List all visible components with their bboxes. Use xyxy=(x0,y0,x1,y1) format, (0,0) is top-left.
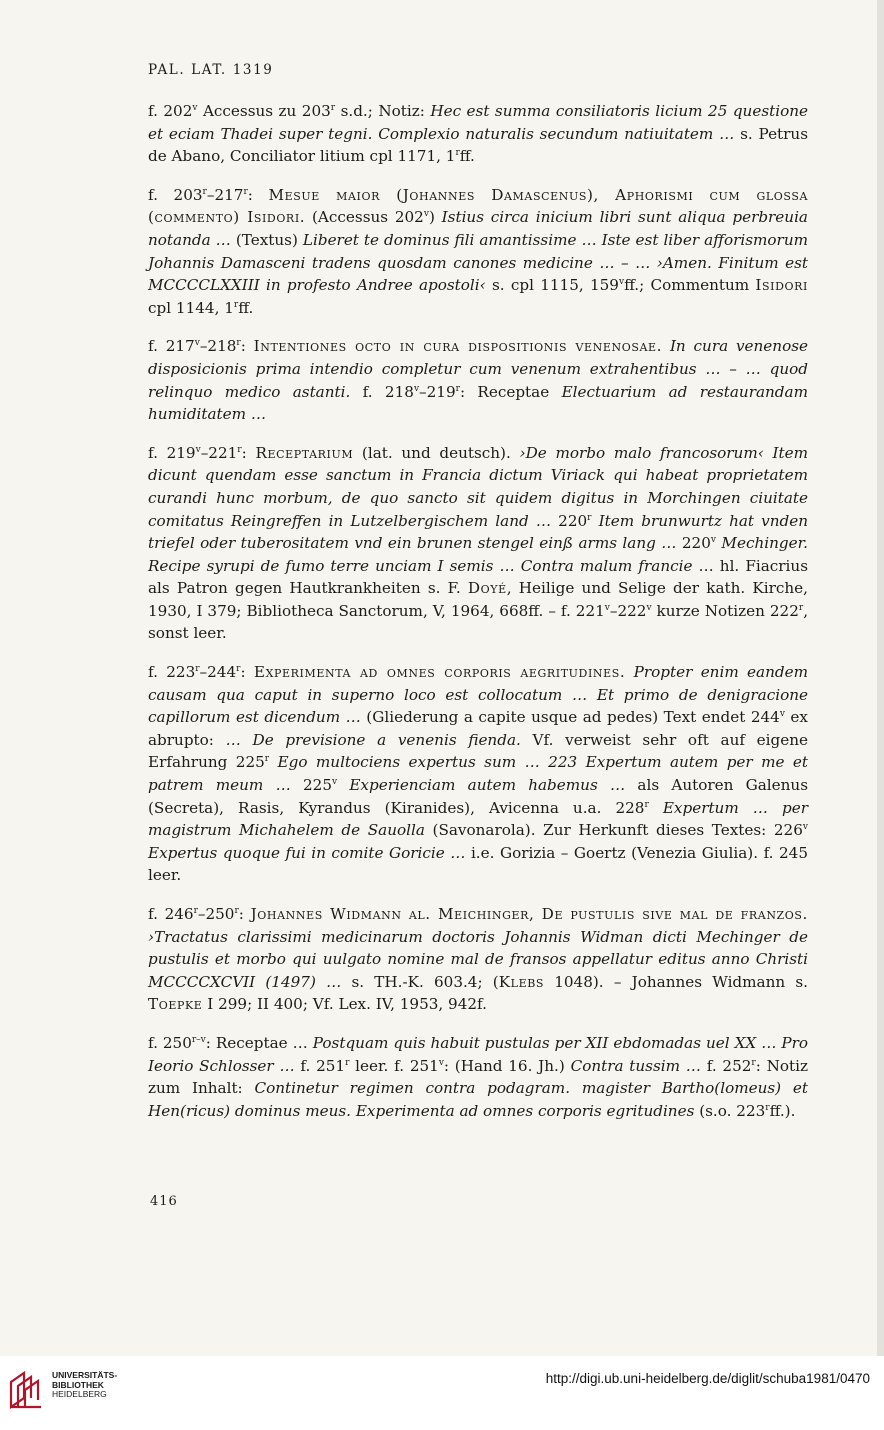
footer-bar xyxy=(0,1356,884,1430)
permalink-url[interactable]: http://digi.ub.uni-heidelberg.de/diglit/schuba1981/0470 xyxy=(545,1371,870,1386)
page-body xyxy=(148,62,808,1138)
library-logo-icon[interactable] xyxy=(8,1370,46,1414)
catalogue-entry: f. 250$^{r-v}$: Receptae … Postquam quis habuit pustulas per XII ebdomadas uel XX … Pro Ieorio Schlosser … f. 251$^r$ leer. f. 251$^v$: (Hand 16. Jh.) Contra tussim … f. 252$^r$: Notiz zum Inhalt: Continetur regimen contra podagram. magister Bartho(lomeus) et Hen(ricus) dominus meus. Experimenta ad omnes corporis egritudines (s.o. 223$^r$ff.). xyxy=(148,1033,808,1120)
catalogue-entry: f. 219$^v$–221$^r$: Receptarium (lat. und deutsch). ›De morbo malo francosorum‹ Item dicunt quendam esse sanctum in Francia dictum Viriack qui habeat proprietatem curandi hunc morbum, de quo sancto sit quidem digitus in Morchingen ciuitate comitatus Reingreffen in Lutzelbergischem land … 220$^r$ Item brunwurtz hat vnden triefel oder tuberositatem vnd ein brunen stengel einß arms lang … 220$^v$ Mechinger. Recipe syrupi de fumo terre unciam I semis … Contra malum francie … hl. Fiacrius als Patron gegen Hautkrankheiten s. F. Doyé, Heilige und Selige der kath. Kirche, 1930, I 379; Bibliotheca Sanctorum, V, 1964, 668ff. – f. 221$^v$–222$^v$ kurze Notizen 222$^r$, sonst leer. xyxy=(148,443,809,643)
page-number: 416 xyxy=(150,1194,178,1209)
catalogue-entry: f. 246$^r$–250$^r$: Johannes Widmann al. Meichinger, De pustulis sive mal de franzos. ›Tractatus clarissimi medicinarum doctoris Johannis Widman dicti Mechinger de pustulis et morbo qui uulgato nomine mal de fransos appellatur editus anno Christi MCCCCXCVII (1497) … s. TH.-K. 603.4; (Klebs 1048). – Johannes Widmann s. Toepke I 299; II 400; Vf. Lex. IV, 1953, 942f. xyxy=(148,905,808,1014)
catalogue-entry: f. 202$^v$ Accessus zu 203$^r$ s.d.; Notiz: Hec est summa consiliatoris licium 25 questione et eciam Thadei super tegni. Complexio naturalis secundum natiuitatem … s. Petrus de Abano, Conciliator litium cpl 1171, 1$^r$ff. xyxy=(148,102,808,166)
library-name xyxy=(52,1371,117,1400)
running-header: PAL. LAT. 1319 xyxy=(148,62,274,78)
library-line-1: UNIVERSITÄTS- xyxy=(52,1370,118,1380)
catalogue-entry: f. 203$^r$–217$^r$: Mesue maior (Johannes Damascenus), Aphorismi cum glossa (commento) Isidori. (Accessus 202$^v$) Istius circa inicium libri sunt aliqua perbreuia notanda … (Textus) Liberet te dominus fili amantissime … Iste est liber afforismorum Johannis Damasceni tradens quosdam canones medicine … – … ›Amen. Finitum est MCCCCLXXIII in profesto Andree apostoli‹ s. cpl 1115, 159$^v$ff.; Commentum Isidori cpl 1144, 1$^r$ff. xyxy=(148,185,809,317)
catalogue-entry: f. 223$^r$–244$^r$: Experimenta ad omnes corporis aegritudines. Propter enim eandem causam qua caput in superno loco est collocatum … Et primo de denigracione capillorum est dicendum … (Gliederung a capite usque ad pedes) Text endet 244$^v$ ex abrupto: … De previsione a venenis fienda. Vf. verweist sehr oft auf eigene Erfahrung 225$^r$ Ego multociens expertus sum … 223 Expertum autem per me et patrem meum … 225$^v$ Experienciam autem habemus … als Autoren Galenus (Secreta), Rasis, Kyrandus (Kiranides), Avicenna u.a. 228$^r$ Expertum … per magistrum Michahelem de Sauolla (Savonarola). Zur Herkunft dieses Textes: 226$^v$ Expertus quoque fui in comite Goricie … i.e. Gorizia – Goertz (Venezia Giulia). f. 245 leer. xyxy=(148,663,809,885)
catalogue-entry: f. 217$^v$–218$^r$: Intentiones octo in cura dispositionis venenosae. In cura venenose disposicionis prima intendio completur cum venenum extrahentibus … – … quod relinquo medico astanti. f. 218$^v$–219$^r$: Receptae Electuarium ad restaurandam humiditatem … xyxy=(148,337,808,424)
library-line-2: BIBLIOTHEK xyxy=(52,1379,104,1390)
catalogue-entries xyxy=(148,100,808,1122)
page-edge xyxy=(877,0,884,1356)
library-line-3: HEIDELBERG xyxy=(52,1389,107,1399)
